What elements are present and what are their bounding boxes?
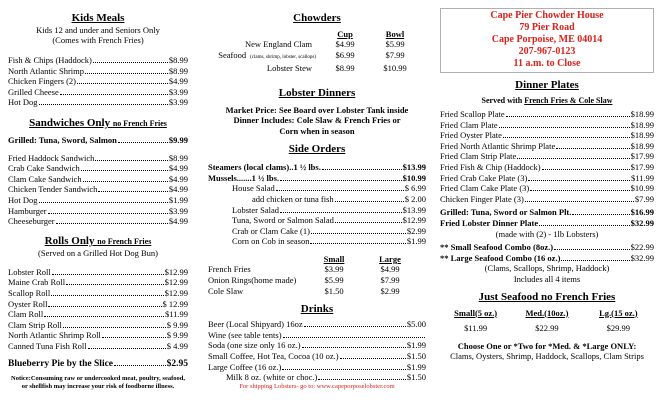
kids-list xyxy=(8,55,188,108)
chowder-name xyxy=(208,39,320,49)
menu-item-row xyxy=(208,205,426,216)
item-name: Fried North Atlantic Shrimp Plate xyxy=(440,140,556,151)
leader-dots xyxy=(114,365,166,366)
item-price: $18.99 xyxy=(630,140,654,151)
grilled-plate-row xyxy=(440,207,654,218)
menu-item-row xyxy=(8,76,188,87)
small-combo-row xyxy=(440,242,654,253)
food-notice: Notice:Consuming raw or undercooked meat, poultry, seafood, or shellfish may increase your risk of foodborne illness. xyxy=(11,375,185,391)
item-price: $12.99 xyxy=(164,287,188,298)
menu-item-row xyxy=(440,162,654,173)
item-name: Oyster Roll xyxy=(8,298,48,309)
item-price: $2.99 xyxy=(406,225,426,236)
large-price: $4.99 xyxy=(380,264,400,275)
leader-dots xyxy=(340,358,406,359)
item-name: Onion Rings(home made) xyxy=(208,275,297,286)
item-name: North Atlantic Shrimp Roll xyxy=(8,330,101,341)
sandwich-list xyxy=(8,153,188,227)
leader-dots xyxy=(39,202,168,203)
rolls-title-main: Rolls Only xyxy=(44,234,95,247)
price-large: $29.99 xyxy=(606,322,631,333)
menu-item-row xyxy=(8,320,188,331)
item-price: $12.99 xyxy=(402,215,426,226)
item-name: Fried Clam Cake Plate (3) xyxy=(440,183,530,194)
chowder-name xyxy=(208,63,320,73)
item-price: $1.99 xyxy=(406,236,426,247)
leader-dots xyxy=(85,73,168,74)
item-name: Canned Tuna Fish Roll xyxy=(8,340,87,351)
item-price: $5.00 xyxy=(406,319,426,330)
item-name: Fried Fish & Chip (Haddock) xyxy=(440,161,541,172)
item-name: Chicken Fingers (2) xyxy=(8,76,76,87)
menu-item-row xyxy=(8,163,188,174)
lobster-plate-row xyxy=(440,218,654,229)
menu-item-row xyxy=(8,309,188,320)
item-price: $1.99 xyxy=(168,194,188,205)
item-price: $4.99 xyxy=(168,184,188,195)
rolls-list xyxy=(8,267,188,352)
leader-dots xyxy=(499,127,630,128)
item-price: $8.99 xyxy=(168,152,188,163)
item-name: ** Small Seafood Combo (8oz.) xyxy=(440,242,554,253)
item-name: Crab or Clam Cake (1) xyxy=(232,225,310,236)
menu-item-row xyxy=(8,299,188,310)
item-price: $9.99 xyxy=(168,134,188,145)
leader-dots xyxy=(539,225,629,226)
item-price: $32.99 xyxy=(630,217,654,228)
lobster-line-3: Corn when in season xyxy=(279,125,355,136)
item-price: $10.99 xyxy=(402,172,426,183)
large-combo-row xyxy=(440,253,654,264)
large-price: $7.99 xyxy=(380,275,400,286)
item-price: $3.99 xyxy=(168,205,188,216)
leader-dots xyxy=(283,337,425,338)
item-price: $16.99 xyxy=(630,207,654,218)
item-name: Lobster Roll xyxy=(8,266,51,277)
item-name: Clam Roll xyxy=(8,309,44,320)
item-price: $2.95 xyxy=(166,359,188,370)
leader-dots xyxy=(48,213,168,214)
leader-dots xyxy=(530,190,629,191)
leader-dots xyxy=(335,222,402,223)
leader-dots xyxy=(280,212,402,213)
item-price: $7.99 xyxy=(634,193,654,204)
dinner-plates-title: Dinner Plates xyxy=(515,79,579,91)
small-header: Small xyxy=(323,253,345,264)
menu-item-row xyxy=(440,130,654,141)
leader-dots xyxy=(556,148,629,149)
choose-note: Choose One or *Two for *Med. & *Large ONLY: xyxy=(457,340,637,351)
menu-item-row xyxy=(208,319,426,330)
restaurant-phone: 207-967-0123 xyxy=(518,46,576,57)
menu-item-row xyxy=(440,120,654,131)
price-medium: $22.99 xyxy=(535,322,559,333)
menu-item-row xyxy=(8,97,188,108)
leader-dots xyxy=(102,337,166,338)
leader-dots xyxy=(81,170,168,171)
cup-header: Cup xyxy=(337,29,353,39)
chowder-list xyxy=(208,39,426,73)
item-price: $18.99 xyxy=(630,119,654,130)
just-seafood-title: Just Seafood no French Fries xyxy=(478,290,616,303)
sandwiches-title xyxy=(8,117,188,130)
item-name: Fried Clam Strip Plate xyxy=(440,151,517,162)
item-name: Crab Cake Sandwich xyxy=(8,163,80,174)
leader-dots xyxy=(66,284,163,285)
leader-dots xyxy=(280,180,402,181)
grilled-sandwich-row xyxy=(8,135,188,146)
item-price: $8.99 xyxy=(168,55,188,65)
sandwiches-title-suffix: no French Fries xyxy=(112,118,167,128)
just-seafood-header xyxy=(440,308,654,319)
leader-dots xyxy=(554,249,630,250)
item-price: $10.99 xyxy=(630,183,654,194)
leader-dots xyxy=(282,369,406,370)
dinner-sub-prefix: Served with xyxy=(481,96,525,105)
item-price: $4.99 xyxy=(168,216,188,227)
item-name: Wine (see table tents) xyxy=(208,329,282,340)
item-price: $32.99 xyxy=(630,252,654,263)
menu-item-row xyxy=(208,226,426,237)
menu-item-row xyxy=(8,341,188,352)
menu-item-row xyxy=(8,216,188,227)
leader-dots xyxy=(93,62,168,63)
chowder-sub: (clams, shrimp, lobster, scallops) xyxy=(250,54,316,60)
leader-dots xyxy=(506,116,630,117)
restaurant-info-box xyxy=(440,8,654,73)
menu-item-row xyxy=(208,236,426,247)
size-large: Lg.(15 oz.) xyxy=(599,307,638,318)
item-price: $17.99 xyxy=(630,161,654,172)
rolls-note: (Served on a Grilled Hot Dog Bun) xyxy=(38,247,158,258)
menu-item-row xyxy=(8,206,188,217)
menu-item-row xyxy=(8,184,188,195)
right-column xyxy=(440,0,654,362)
cup-price: $4.99 xyxy=(335,39,355,50)
item-name: Hot Dog xyxy=(8,97,38,108)
menu-item-row xyxy=(208,194,426,205)
item-price: $3.99 xyxy=(168,86,188,97)
sandwiches-title-main: Sandwiches Only xyxy=(29,116,111,129)
leader-dots xyxy=(77,83,168,84)
chowder-row xyxy=(208,50,426,63)
item-price: $ 6.99 xyxy=(404,183,426,194)
item-name: Small Coffee, Hot Tea, Cocoa (10 oz.) xyxy=(208,351,339,362)
combo-note-2: Includes all 4 items xyxy=(513,273,581,284)
size-small: Small(5 oz.) xyxy=(454,307,498,318)
large-price: $2.99 xyxy=(380,285,400,296)
small-price: $5.99 xyxy=(324,275,344,286)
chowder-name-text: New England Clam xyxy=(244,39,312,50)
menu-item-row xyxy=(440,151,654,162)
item-price: $12.99 xyxy=(164,266,188,277)
lobster-info xyxy=(208,105,426,137)
item-name: ** Large Seafood Combo (16 oz.) xyxy=(440,252,561,263)
leader-dots xyxy=(561,260,629,261)
large-header: Large xyxy=(379,253,401,264)
item-price: $13.99 xyxy=(402,162,426,173)
menu-item-row xyxy=(208,351,426,362)
menu-item-row xyxy=(8,87,188,98)
menu-item-row xyxy=(8,55,188,66)
item-name: Soda (one size only 16 oz.) xyxy=(208,340,301,351)
size-medium: Med.(10oz.) xyxy=(525,307,569,318)
restaurant-hours: 11 a.m. to Close xyxy=(513,58,581,69)
leader-dots xyxy=(542,169,630,170)
item-price: $4.99 xyxy=(168,76,188,87)
price-small: $11.99 xyxy=(464,322,488,333)
leader-dots xyxy=(335,201,404,202)
leader-dots xyxy=(310,243,405,244)
leader-dots xyxy=(528,180,630,181)
item-name: Mussels.......1 ½ lbs. xyxy=(208,172,280,183)
item-name: Grilled Cheese xyxy=(8,86,59,97)
item-price: $11.99 xyxy=(164,309,188,320)
side-size-row xyxy=(208,275,426,286)
leader-dots xyxy=(98,191,167,192)
leader-dots xyxy=(88,348,166,349)
small-large-list xyxy=(208,264,426,296)
item-name: Fried Lobster Dinner Plate xyxy=(440,217,539,228)
bowl-price: $10.99 xyxy=(383,63,407,74)
bowl-price: $5.99 xyxy=(385,39,405,50)
sides-list xyxy=(208,162,426,247)
bowl-header: Bowl xyxy=(385,29,405,39)
menu-item-row xyxy=(440,109,654,120)
leader-dots xyxy=(503,137,630,138)
item-name: Fried Haddock Sandwich xyxy=(8,152,95,163)
item-name: Steamers (local clams)..1 ½ lbs. xyxy=(208,162,321,173)
restaurant-address-2: Cape Porpoise, ME 04014 xyxy=(491,34,603,45)
item-price: $22.99 xyxy=(630,242,654,253)
item-price: $1.99 xyxy=(406,340,426,351)
drinks-title: Drinks xyxy=(300,303,334,316)
leader-dots xyxy=(572,214,629,215)
item-name: North Atlantic Shrimp xyxy=(8,65,85,76)
just-seafood-prices xyxy=(440,323,654,334)
lobster-line-2: Dinner Includes: Cole Slaw & French Fries or xyxy=(233,115,401,126)
item-name: add chicken or tuna fish xyxy=(252,193,334,204)
item-name: Chicken Finger Plate (3) xyxy=(440,193,524,204)
item-name: House Salad xyxy=(232,183,275,194)
menu-item-row xyxy=(440,173,654,184)
leader-dots xyxy=(60,94,168,95)
leader-dots xyxy=(52,274,164,275)
side-orders-title: Side Orders xyxy=(288,143,346,156)
choose-options: Clams, Oysters, Shrimp, Haddock, Scallops, Clam Strips xyxy=(450,351,644,362)
leader-dots xyxy=(39,104,168,105)
menu-item-row xyxy=(208,215,426,226)
item-price: $8.99 xyxy=(168,65,188,76)
middle-column xyxy=(208,0,426,391)
leader-dots xyxy=(51,295,163,296)
chowder-row xyxy=(208,39,426,49)
lobster-dinners-title: Lobster Dinners xyxy=(278,86,356,99)
leader-dots xyxy=(95,160,167,161)
item-name: Large Coffee (16 oz.) xyxy=(208,361,282,372)
side-size-row xyxy=(208,264,426,275)
left-column xyxy=(8,0,188,391)
small-large-header xyxy=(208,254,426,265)
item-name: French Fries xyxy=(208,264,251,275)
item-name: Tuna, Sword or Salmon Salad xyxy=(232,215,334,226)
item-price: $18.99 xyxy=(630,130,654,141)
leader-dots xyxy=(48,306,161,307)
item-name: Fried Scallop Plate xyxy=(440,109,505,119)
item-price: $ 9.99 xyxy=(166,319,188,330)
menu-item-row xyxy=(440,141,654,152)
menu-item-row xyxy=(208,330,426,341)
leader-dots xyxy=(304,326,406,327)
menu-item-row xyxy=(8,153,188,164)
item-name: Lobster Salad xyxy=(232,204,279,215)
menu-item-row xyxy=(208,173,426,184)
item-name: Cheeseburger xyxy=(8,216,55,227)
item-price: $ 12.99 xyxy=(162,298,188,309)
leader-dots xyxy=(63,327,166,328)
item-price: $1.50 xyxy=(406,351,426,362)
item-name: Grilled: Tuna, Sword, Salmon xyxy=(8,134,117,145)
restaurant-name: Cape Pier Chowder House xyxy=(490,10,604,21)
leader-dots xyxy=(302,347,406,348)
item-price: $12.99 xyxy=(164,277,188,288)
item-name: Grilled: Tuna, Sword or Salmon Plt. xyxy=(440,207,572,218)
menu-item-row xyxy=(8,174,188,185)
bowl-price: $7.99 xyxy=(385,49,405,60)
chowder-header xyxy=(208,29,426,39)
dinner-subtitle xyxy=(440,96,654,105)
menu-item-row xyxy=(8,66,188,77)
chowder-row xyxy=(208,63,426,73)
item-name: Blueberry Pie by the Slice xyxy=(8,359,114,370)
kids-meals-title: Kids Meals xyxy=(71,12,125,24)
menu-item-row xyxy=(8,195,188,206)
leader-dots xyxy=(118,142,168,143)
small-price: $1.50 xyxy=(324,285,344,296)
lobster-line-1: Market Price: See Board over Lobster Tank inside xyxy=(225,104,409,115)
item-price: $3.99 xyxy=(168,97,188,108)
lobster-plate-note: (made with (2) - 1lb Lobsters) xyxy=(495,228,599,239)
item-name: Clam Cake Sandwich xyxy=(8,173,82,184)
leader-dots xyxy=(83,181,168,182)
small-price: $3.99 xyxy=(324,264,344,275)
item-name: Hot Dog xyxy=(8,194,38,205)
menu-item-row xyxy=(8,267,188,278)
chowder-name-text: Seafood xyxy=(218,49,247,60)
leader-dots xyxy=(525,201,634,202)
kids-note-2: (Comes with French Fries) xyxy=(52,35,144,45)
cup-price: $6.99 xyxy=(335,49,355,60)
leader-dots xyxy=(322,169,402,170)
item-price: $1.99 xyxy=(406,361,426,372)
chowder-name xyxy=(208,50,320,63)
leader-dots xyxy=(44,316,164,317)
item-price: $1.50 xyxy=(406,372,426,383)
pie-row xyxy=(8,359,188,370)
menu-item-row xyxy=(8,277,188,288)
item-name: Chicken Tender Sandwich xyxy=(8,184,98,195)
dinner-list xyxy=(440,109,654,204)
leader-dots xyxy=(276,190,404,191)
item-price: $17.99 xyxy=(630,151,654,162)
item-name: Hamburger xyxy=(8,205,47,216)
restaurant-address-1: 79 Pier Road xyxy=(519,22,575,33)
menu-item-row xyxy=(208,372,426,383)
combo-note-1: (Clams, Scallops, Shrimp, Haddock) xyxy=(484,263,610,274)
item-name: Fried Crab Cake Plate (3) xyxy=(440,172,528,183)
dinner-sub-underline: French Fries & Cole Slaw xyxy=(524,96,613,105)
menu-item-row xyxy=(8,288,188,299)
cup-price: $8.99 xyxy=(335,63,355,74)
item-name: Milk 8 oz. (white or choc.) xyxy=(226,372,318,383)
shipping-link[interactable]: For shipping Lobsters- go to: www.capeporposelobster.com xyxy=(239,382,395,390)
menu-item-row xyxy=(208,340,426,351)
item-price: $ 4.99 xyxy=(166,340,188,351)
item-price: $18.99 xyxy=(630,109,654,119)
leader-dots xyxy=(517,158,629,159)
item-price: $13.99 xyxy=(402,204,426,215)
menu-item-row xyxy=(440,183,654,194)
drinks-list xyxy=(208,319,426,383)
item-name: Scallop Roll xyxy=(8,287,51,298)
item-name: Cole Slaw xyxy=(208,285,244,296)
chowder-name-text: Lobster Stew xyxy=(266,63,312,74)
item-price: $ 9.99 xyxy=(166,330,188,341)
item-name: Fried Clam Plate xyxy=(440,119,498,130)
item-name: Fish & Chips (Haddock) xyxy=(8,55,92,65)
item-name: Fried Oyster Plate xyxy=(440,130,502,141)
leader-dots xyxy=(56,223,168,224)
menu-item-row xyxy=(440,194,654,205)
item-price: $11.99 xyxy=(630,172,654,183)
menu-item-row xyxy=(208,362,426,373)
menu-item-row xyxy=(8,330,188,341)
item-price: $ 2.00 xyxy=(404,193,426,204)
chowders-title: Chowders xyxy=(293,12,341,24)
menu-item-row xyxy=(208,183,426,194)
item-price: $4.99 xyxy=(168,173,188,184)
leader-dots xyxy=(318,379,406,380)
item-name: Corn on Cob in season xyxy=(232,236,310,247)
item-name: Maine Crab Roll xyxy=(8,277,66,288)
leader-dots xyxy=(311,233,406,234)
menu-item-row xyxy=(208,162,426,173)
rolls-title xyxy=(8,235,188,248)
side-size-row xyxy=(208,286,426,297)
rolls-title-suffix: no French Fries xyxy=(97,236,152,246)
kids-note-1: Kids 12 and under and Seniors Only xyxy=(36,25,160,35)
item-name: Beer (Local Shipyard) 16oz xyxy=(208,319,303,330)
item-price: $4.99 xyxy=(168,163,188,174)
item-name: Clam Strip Roll xyxy=(8,319,62,330)
